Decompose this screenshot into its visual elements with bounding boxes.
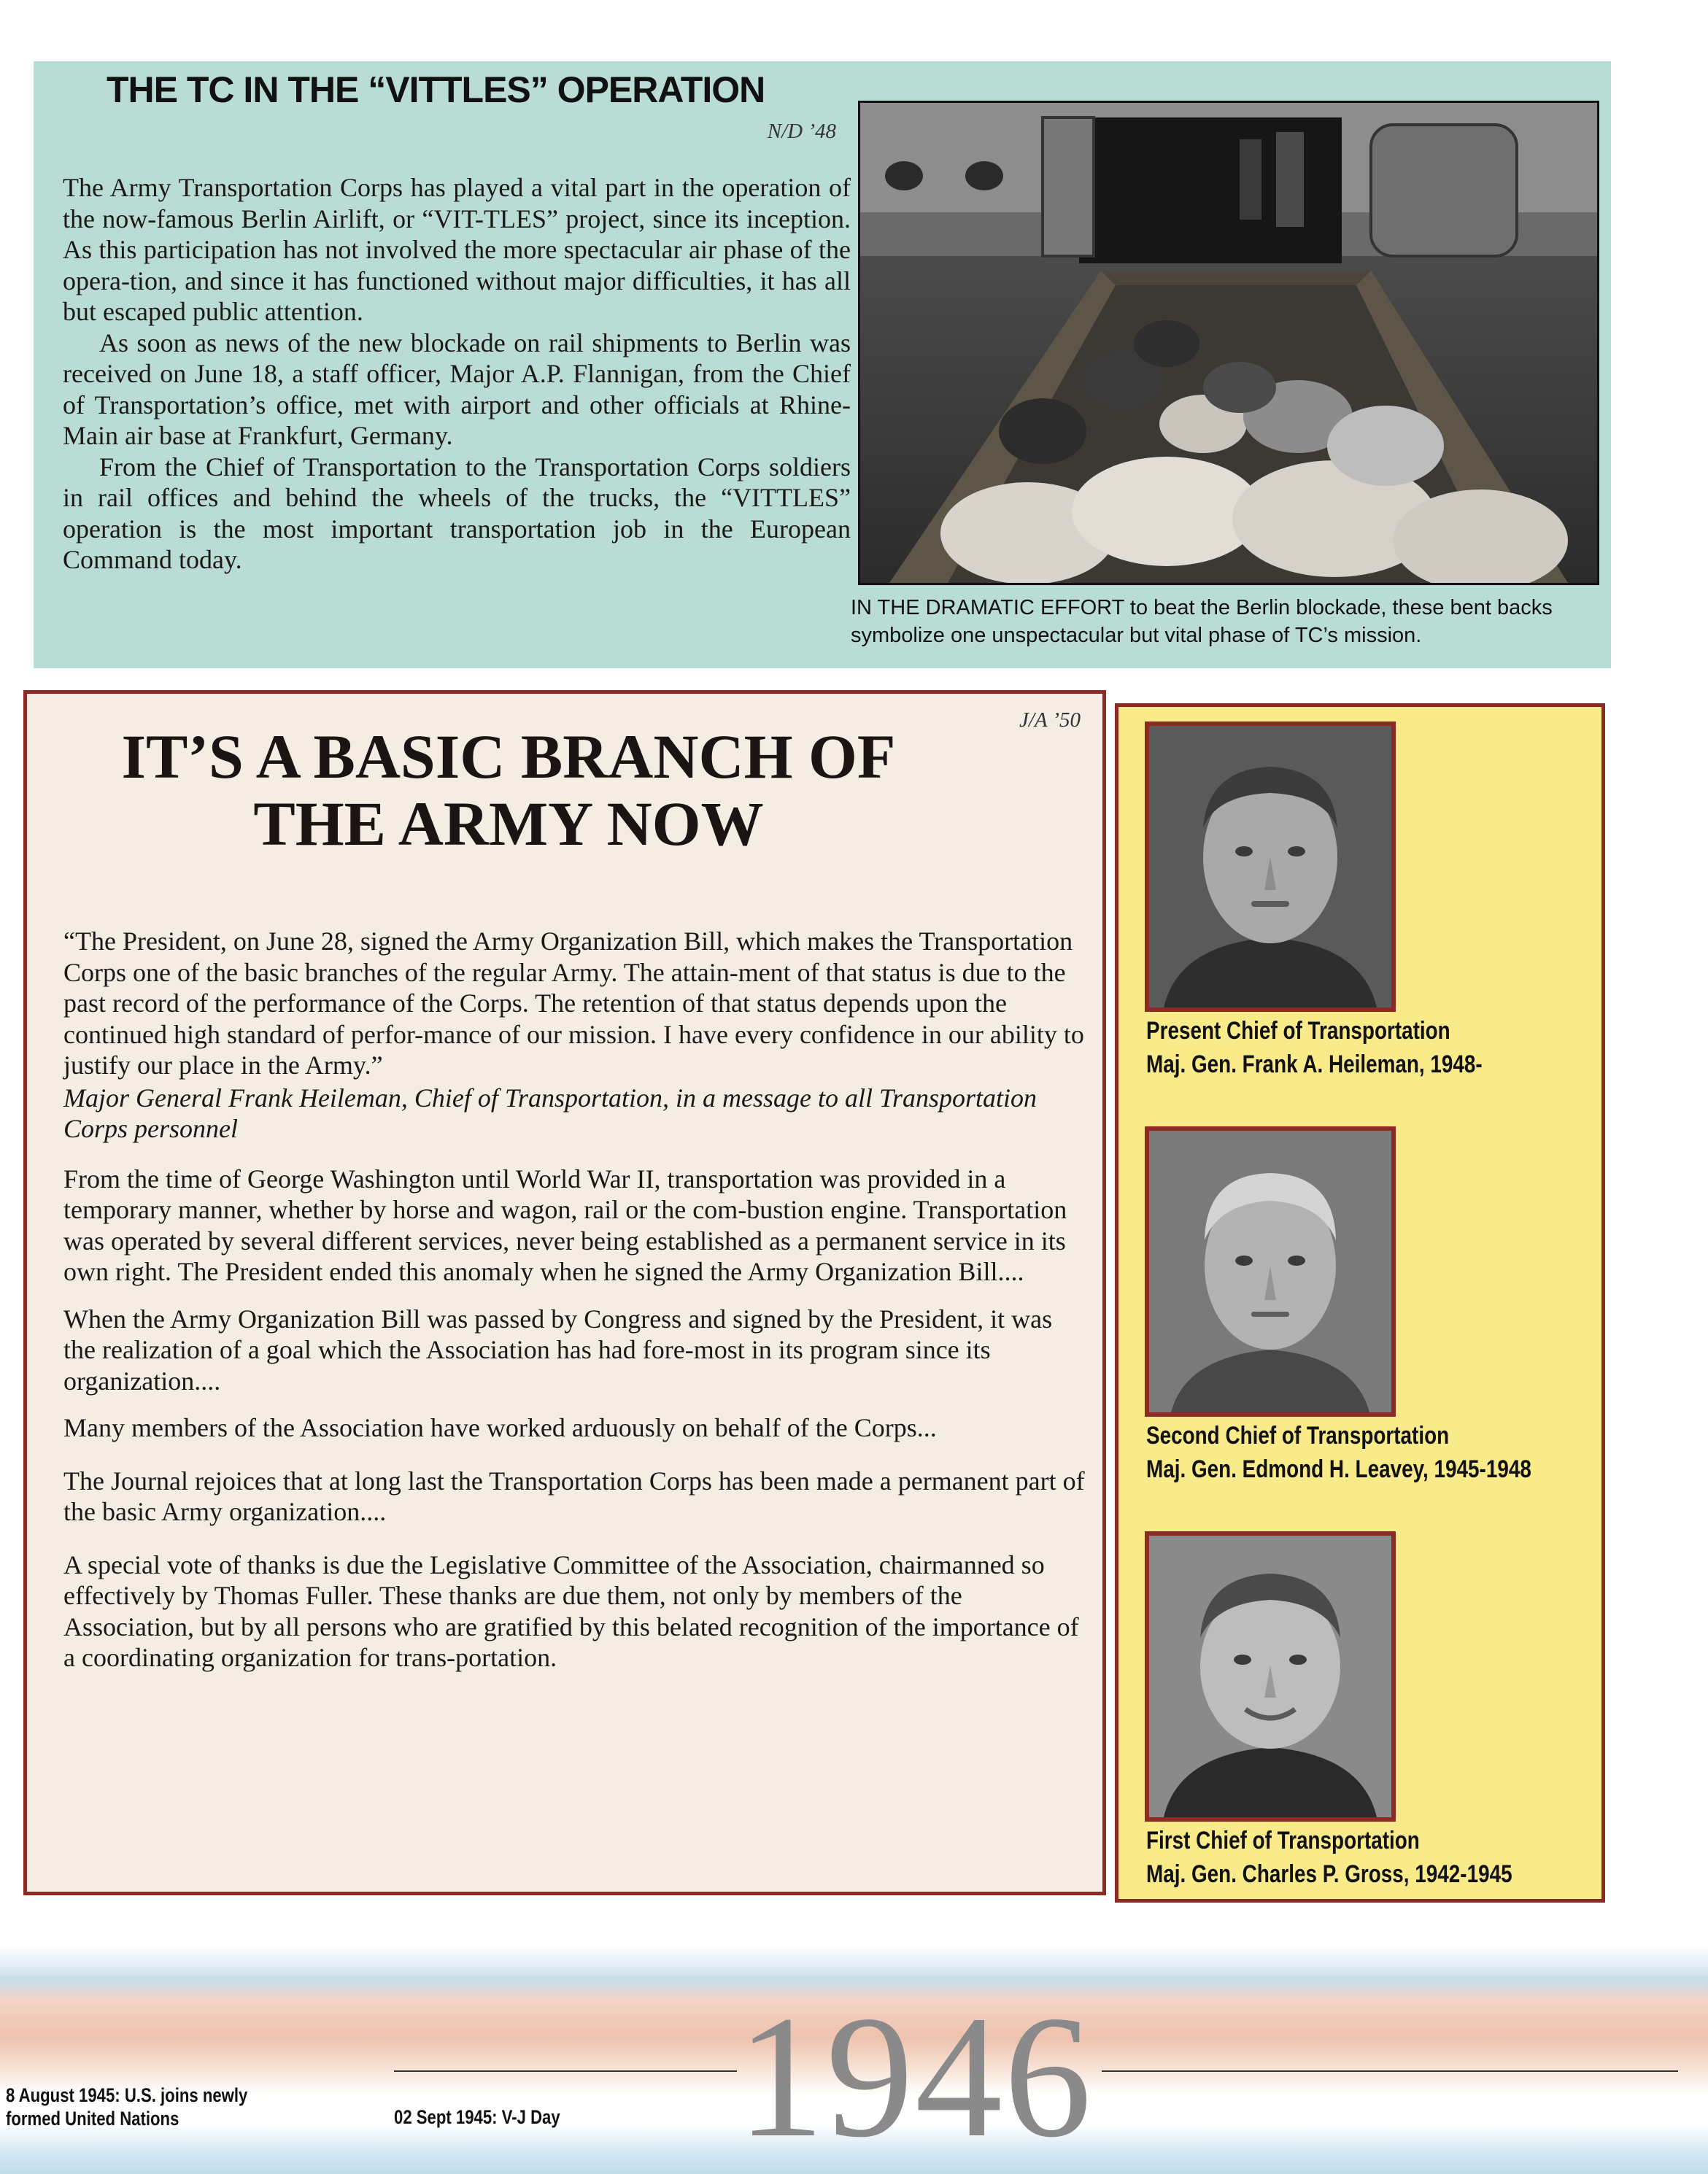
branch-body (63, 926, 1085, 1690)
vittles-article (34, 61, 1611, 668)
timeline-event-line: formed United Nations (6, 2108, 179, 2129)
timeline-line-left (394, 2070, 737, 2072)
chiefs-sidebar (1115, 703, 1605, 1903)
vittles-paragraph: As soon as news of the new blockade on rail shipments to Berlin was received on June 18, a staff officer, Major A.P. Flannigan, from the Chief of Transportation’s office, met with airport and other officials at Rhine-Main air base at Frankfurt, Germany. (63, 328, 851, 450)
timeline-event-line: 8 August 1945: U.S. joins newly (6, 2084, 248, 2106)
airlift-photo-illustration (860, 103, 1597, 583)
timeline-year: 1946 (737, 1979, 1093, 2173)
airlift-photo (858, 101, 1599, 585)
chief-name: Maj. Gen. Edmond H. Leavey, 1945-1948 (1146, 1455, 1531, 1483)
branch-date: J/A ’50 (1019, 708, 1081, 732)
branch-paragraph: From the time of George Washington until World War II, transportation was provided in a temporary manner, whether by horse and wagon, rail or the com-bustion engine. Transportation was operated by several different services, never being established as a permanent service in its own right. The President ended this anomaly when he signed the Army Organization Bill.... (63, 1164, 1067, 1286)
portrait-gross-image (1149, 1536, 1391, 1817)
chief-role: First Chief of Transportation (1146, 1827, 1420, 1854)
branch-paragraph: When the Army Organization Bill was passed by Congress and signed by the President, it was the realization of a goal which the Association has had fore-most in its program since its organization.... (63, 1304, 1053, 1396)
timeline-event (394, 2105, 560, 2129)
branch-title (71, 723, 946, 857)
vittles-paragraph: The Army Transportation Corps has played a vital part in the operation of the now-famous Berlin Airlift, or “VIT-TLES” project, since its inception. As this participation has not involved the more spectacular air phase of the opera-tion, and since it has functioned without major difficulties, it has all but escaped public attention. (63, 173, 851, 326)
branch-quote-attribution: Major General Frank Heileman, Chief of Transportation, in a message to all Transportation Corps personnel (63, 1083, 1037, 1143)
chief-role: Present Chief of Transportation (1146, 1017, 1450, 1045)
basic-branch-article (23, 690, 1106, 1895)
branch-paragraph: The Journal rejoices that at long last the Transportation Corps has been made a permanent part of the basic Army organization.... (63, 1466, 1085, 1526)
chief-entry (1145, 1531, 1593, 1893)
timeline-event (6, 2084, 247, 2130)
vittles-date: N/D ’48 (767, 120, 836, 143)
branch-paragraph: A special vote of thanks is due the Legislative Committee of the Association, chairmanned so effectively by Thomas Fuller. These thanks are due them, not only by members of the Association, but by all persons who are gratified by this belated recognition of the importance of a coordinating organization for trans-portation. (63, 1550, 1079, 1672)
portrait-heileman-image (1149, 726, 1391, 1007)
vittles-photo-caption: IN THE DRAMATIC EFFORT to beat the Berlin blockade, these bent backs symbolize one unspectacular but vital phase of TC’s mission. (851, 596, 1553, 647)
chief-name: Maj. Gen. Charles P. Gross, 1942-1945 (1146, 1860, 1512, 1888)
timeline-event-line: 02 Sept 1945: V-J Day (394, 2106, 560, 2128)
branch-title-line-2: THE ARMY NOW (253, 789, 764, 859)
portrait-leavey (1145, 1126, 1396, 1417)
chief-name: Maj. Gen. Frank A. Heileman, 1948- (1146, 1051, 1483, 1078)
branch-title-line-1: IT’S A BASIC BRANCH OF (121, 722, 896, 792)
branch-quote: “The President, on June 28, signed the Army Organization Bill, which makes the Transportation Corps one of the basic branches of the regular Army. The attain-ment of that status is due to the past record of the performance of the Corps. The retention of that status depends upon the continued high standard of perfor-mance of our mission. I have every confidence in our ability to justify our place in the Army.” (63, 927, 1084, 1080)
vittles-body (63, 172, 851, 576)
chief-entry (1145, 722, 1556, 1083)
portrait-gross (1145, 1531, 1396, 1822)
portrait-heileman (1145, 722, 1396, 1012)
chief-role: Second Chief of Transportation (1146, 1422, 1450, 1450)
chief-entry (1145, 1126, 1616, 1488)
portrait-leavey-image (1149, 1131, 1391, 1412)
branch-paragraph: Many members of the Association have worked arduously on behalf of the Corps... (63, 1413, 937, 1442)
vittles-title: THE TC IN THE “VITTLES” OPERATION (107, 69, 765, 110)
timeline-line-right (1102, 2070, 1678, 2072)
vittles-paragraph: From the Chief of Transportation to the Transportation Corps soldiers in rail offices and behind the wheels of the trucks, the “VITTLES” operation is the most important transportation job in the European Command today. (63, 452, 851, 574)
